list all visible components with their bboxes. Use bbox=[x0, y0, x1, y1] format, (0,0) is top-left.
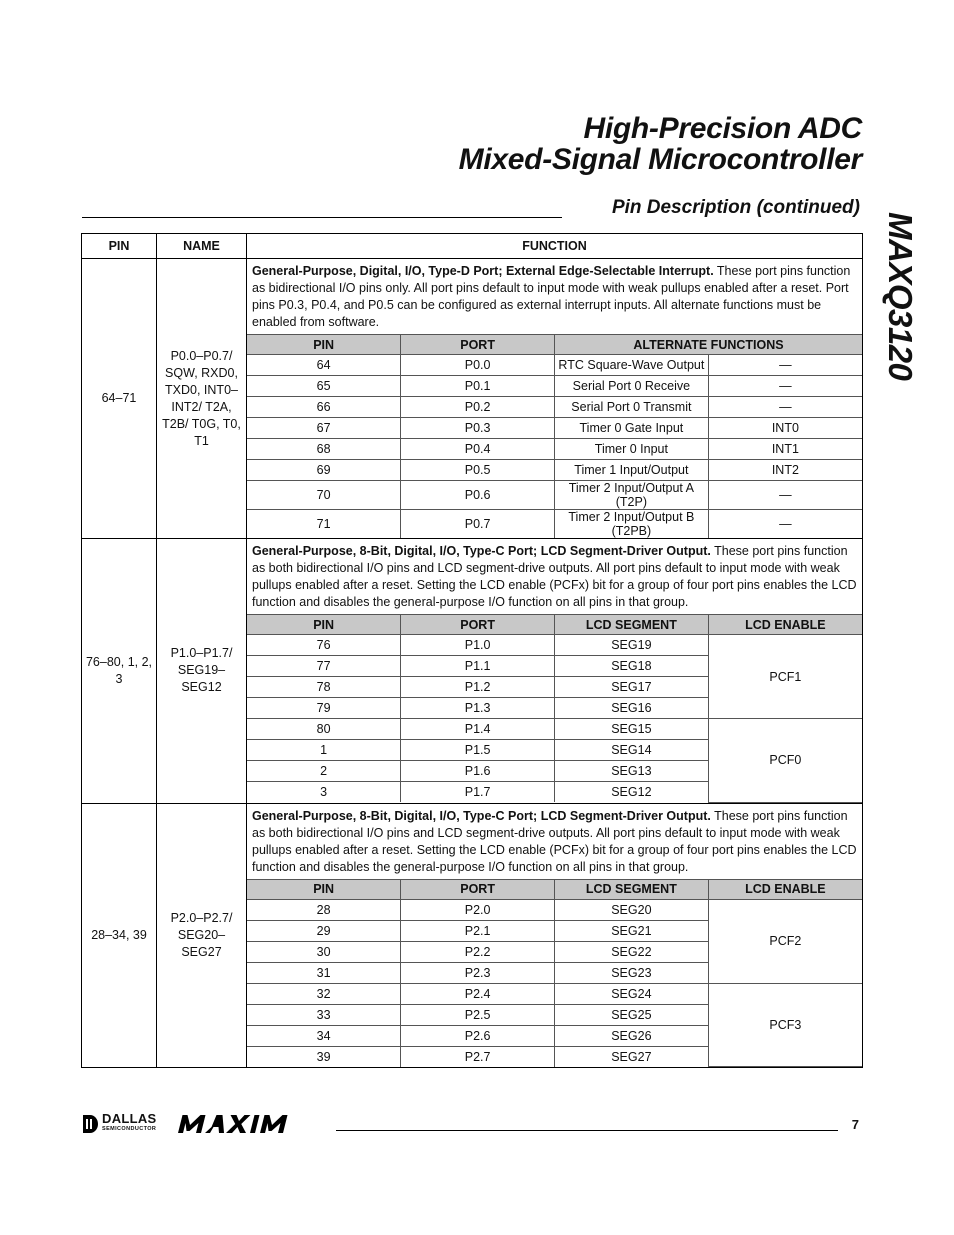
table-header-row bbox=[82, 234, 863, 259]
sub-row bbox=[247, 460, 862, 481]
sub-header-port: PORT bbox=[401, 615, 555, 635]
sub-lcd-segment: SEG27 bbox=[555, 1046, 709, 1067]
pin-name-cell: P1.0–P1.7/ SEG19– SEG12 bbox=[157, 539, 247, 804]
sub-port: P1.7 bbox=[401, 782, 555, 803]
table-row bbox=[82, 259, 863, 539]
sub-row bbox=[247, 397, 862, 418]
function-cell bbox=[247, 803, 863, 1068]
sub-header-lcd-enable: LCD ENABLE bbox=[708, 615, 862, 635]
sub-lcd-enable: PCF2 bbox=[708, 899, 862, 983]
sub-lcd-segment: SEG21 bbox=[555, 920, 709, 941]
section-rule bbox=[82, 217, 562, 218]
sub-interrupt: — bbox=[708, 355, 862, 376]
side-part-number bbox=[882, 203, 919, 383]
side-part-number-text: MAXQ3120 bbox=[882, 212, 919, 381]
sub-row bbox=[247, 355, 862, 376]
sub-lcd-segment: SEG20 bbox=[555, 899, 709, 920]
sub-pin: 70 bbox=[247, 481, 401, 510]
sub-pin: 79 bbox=[247, 698, 401, 719]
description-bold: General-Purpose, Digital, I/O, Type-D Port; External Edge-Selectable Interrupt. bbox=[252, 264, 714, 278]
pin-description-table bbox=[81, 233, 863, 1068]
function-cell bbox=[247, 539, 863, 804]
header-pin: PIN bbox=[82, 234, 157, 259]
lcd-segment-table bbox=[247, 879, 862, 1068]
sub-alt-function: Timer 1 Input/Output bbox=[555, 460, 709, 481]
sub-interrupt: INT0 bbox=[708, 418, 862, 439]
function-cell bbox=[247, 259, 863, 539]
sub-pin: 1 bbox=[247, 740, 401, 761]
sub-port: P0.7 bbox=[401, 510, 555, 539]
sub-pin: 69 bbox=[247, 460, 401, 481]
sub-row bbox=[247, 719, 862, 740]
sub-port: P2.1 bbox=[401, 920, 555, 941]
sub-header-port: PORT bbox=[401, 879, 555, 899]
sub-pin: 78 bbox=[247, 677, 401, 698]
sub-lcd-enable: PCF3 bbox=[708, 983, 862, 1067]
sub-lcd-enable: PCF1 bbox=[708, 635, 862, 719]
sub-lcd-segment: SEG15 bbox=[555, 719, 709, 740]
sub-pin: 32 bbox=[247, 983, 401, 1004]
sub-lcd-segment: SEG25 bbox=[555, 1004, 709, 1025]
sub-interrupt: — bbox=[708, 397, 862, 418]
sub-port: P1.5 bbox=[401, 740, 555, 761]
sub-port: P0.3 bbox=[401, 418, 555, 439]
pin-number-cell: 64–71 bbox=[82, 259, 157, 539]
function-description bbox=[247, 539, 862, 614]
lcd-segment-table bbox=[247, 614, 862, 803]
sub-port: P1.2 bbox=[401, 677, 555, 698]
sub-header-alternate: ALTERNATE FUNCTIONS bbox=[555, 335, 863, 355]
description-text: These port pins function as both bidirectional I/O pins and LCD segment-drive outputs. All port pins default to input mode with weak pullups enabled after a reset. Setting the LCD enable (PCFx) bit for a group of four port pins enables the LCD function and disables the general-purpose I/O function on all pins in that group. bbox=[252, 808, 857, 874]
sub-header-pin: PIN bbox=[247, 615, 401, 635]
sub-pin: 31 bbox=[247, 962, 401, 983]
sub-lcd-segment: SEG16 bbox=[555, 698, 709, 719]
sub-pin: 64 bbox=[247, 355, 401, 376]
pin-number-cell: 28–34, 39 bbox=[82, 803, 157, 1068]
sub-row bbox=[247, 481, 862, 510]
pin-name-cell: P0.0–P0.7/ SQW, RXD0, TXD0, INT0–INT2/ T2A, T2B/ T0G, T0, T1 bbox=[157, 259, 247, 539]
sub-header-row bbox=[247, 615, 862, 635]
sub-lcd-segment: SEG24 bbox=[555, 983, 709, 1004]
sub-port: P2.6 bbox=[401, 1025, 555, 1046]
sub-port: P2.0 bbox=[401, 899, 555, 920]
sub-pin: 76 bbox=[247, 635, 401, 656]
sub-header-port: PORT bbox=[401, 335, 555, 355]
sub-port: P2.7 bbox=[401, 1046, 555, 1067]
sub-alt-function: Timer 2 Input/Output A (T2P) bbox=[555, 481, 709, 510]
pin-number-cell: 76–80, 1, 2, 3 bbox=[82, 539, 157, 804]
sub-alt-function: Serial Port 0 Transmit bbox=[555, 397, 709, 418]
sub-port: P0.1 bbox=[401, 376, 555, 397]
sub-pin: 68 bbox=[247, 439, 401, 460]
description-bold: General-Purpose, 8-Bit, Digital, I/O, Type-C Port; LCD Segment-Driver Output. bbox=[252, 808, 711, 823]
sub-port: P1.3 bbox=[401, 698, 555, 719]
sub-pin: 71 bbox=[247, 510, 401, 539]
sub-port: P0.0 bbox=[401, 355, 555, 376]
sub-alt-function: RTC Square-Wave Output bbox=[555, 355, 709, 376]
sub-port: P0.5 bbox=[401, 460, 555, 481]
sub-row bbox=[247, 899, 862, 920]
document-title bbox=[459, 113, 862, 175]
sub-alt-function: Timer 0 Gate Input bbox=[555, 418, 709, 439]
sub-header-lcd-segment: LCD SEGMENT bbox=[555, 879, 709, 899]
sub-port: P1.1 bbox=[401, 656, 555, 677]
function-description bbox=[247, 259, 862, 334]
sub-pin: 28 bbox=[247, 899, 401, 920]
dallas-logo-icon bbox=[82, 1114, 98, 1134]
title-line-1: High-Precision ADC bbox=[583, 112, 862, 145]
footer-rule bbox=[336, 1130, 838, 1131]
pin-name-cell: P2.0–P2.7/ SEG20– SEG27 bbox=[157, 803, 247, 1068]
dallas-logo-text: DALLAS bbox=[102, 1111, 157, 1126]
maxim-logo bbox=[175, 1113, 325, 1135]
sub-pin: 34 bbox=[247, 1025, 401, 1046]
sub-interrupt: INT2 bbox=[708, 460, 862, 481]
section-title: Pin Description (continued) bbox=[611, 197, 860, 218]
sub-alt-function: Timer 0 Input bbox=[555, 439, 709, 460]
sub-interrupt: — bbox=[708, 510, 862, 539]
sub-row bbox=[247, 376, 862, 397]
sub-row bbox=[247, 439, 862, 460]
sub-row bbox=[247, 635, 862, 656]
sub-interrupt: — bbox=[708, 481, 862, 510]
table-row bbox=[82, 539, 863, 804]
sub-lcd-segment: SEG22 bbox=[555, 941, 709, 962]
sub-pin: 33 bbox=[247, 1004, 401, 1025]
sub-lcd-enable: PCF0 bbox=[708, 719, 862, 803]
table-row bbox=[82, 803, 863, 1068]
sub-port: P0.4 bbox=[401, 439, 555, 460]
sub-row bbox=[247, 983, 862, 1004]
sub-port: P0.2 bbox=[401, 397, 555, 418]
sub-port: P2.5 bbox=[401, 1004, 555, 1025]
sub-interrupt: INT1 bbox=[708, 439, 862, 460]
header-name: NAME bbox=[157, 234, 247, 259]
sub-port: P1.6 bbox=[401, 761, 555, 782]
sub-lcd-segment: SEG13 bbox=[555, 761, 709, 782]
sub-port: P0.6 bbox=[401, 481, 555, 510]
sub-pin: 77 bbox=[247, 656, 401, 677]
sub-lcd-segment: SEG18 bbox=[555, 656, 709, 677]
sub-header-pin: PIN bbox=[247, 335, 401, 355]
sub-row bbox=[247, 510, 862, 539]
sub-port: P2.3 bbox=[401, 962, 555, 983]
sub-header-lcd-enable: LCD ENABLE bbox=[708, 879, 862, 899]
sub-pin: 30 bbox=[247, 941, 401, 962]
sub-header-lcd-segment: LCD SEGMENT bbox=[555, 615, 709, 635]
sub-lcd-segment: SEG23 bbox=[555, 962, 709, 983]
page-number: 7 bbox=[851, 1117, 859, 1132]
description-text: These port pins function as both bidirectional I/O pins and LCD segment-drive outputs. All port pins default to input mode with weak pullups enabled after a reset. Setting the LCD enable (PCFx) bit for a group of four port pins enables the LCD function and disables the general-purpose I/O function on all pins in that group. bbox=[252, 544, 857, 609]
sub-port: P1.4 bbox=[401, 719, 555, 740]
sub-alt-function: Timer 2 Input/Output B (T2PB) bbox=[555, 510, 709, 539]
page-footer bbox=[82, 1112, 862, 1136]
sub-lcd-segment: SEG12 bbox=[555, 782, 709, 803]
sub-pin: 39 bbox=[247, 1046, 401, 1067]
sub-row bbox=[247, 418, 862, 439]
sub-pin: 80 bbox=[247, 719, 401, 740]
sub-port: P2.2 bbox=[401, 941, 555, 962]
sub-pin: 65 bbox=[247, 376, 401, 397]
sub-lcd-segment: SEG14 bbox=[555, 740, 709, 761]
sub-pin: 2 bbox=[247, 761, 401, 782]
header-function: FUNCTION bbox=[247, 234, 863, 259]
dallas-logo-subtext: SEMICONDUCTOR bbox=[102, 1126, 157, 1132]
description-text: These port pins function as bidirectional I/O pins only. All port pins default to input mode with weak pullups enabled after a reset. Port pins P0.3, P0.4, and P0.5 can be configured as external interrupt inputs. All alternate functions must be enabled from software. bbox=[252, 264, 851, 329]
sub-pin: 66 bbox=[247, 397, 401, 418]
sub-pin: 29 bbox=[247, 920, 401, 941]
sub-lcd-segment: SEG19 bbox=[555, 635, 709, 656]
sub-port: P2.4 bbox=[401, 983, 555, 1004]
sub-pin: 67 bbox=[247, 418, 401, 439]
sub-port: P1.0 bbox=[401, 635, 555, 656]
sub-pin: 3 bbox=[247, 782, 401, 803]
sub-lcd-segment: SEG26 bbox=[555, 1025, 709, 1046]
alternate-functions-table bbox=[247, 334, 862, 538]
description-bold: General-Purpose, 8-Bit, Digital, I/O, Type-C Port; LCD Segment-Driver Output. bbox=[252, 544, 711, 558]
sub-header-row bbox=[247, 335, 862, 355]
title-line-2: Mixed-Signal Microcontroller bbox=[458, 143, 862, 176]
sub-interrupt: — bbox=[708, 376, 862, 397]
sub-lcd-segment: SEG17 bbox=[555, 677, 709, 698]
function-description bbox=[247, 804, 862, 879]
sub-header-pin: PIN bbox=[247, 879, 401, 899]
sub-header-row bbox=[247, 879, 862, 899]
sub-alt-function: Serial Port 0 Receive bbox=[555, 376, 709, 397]
